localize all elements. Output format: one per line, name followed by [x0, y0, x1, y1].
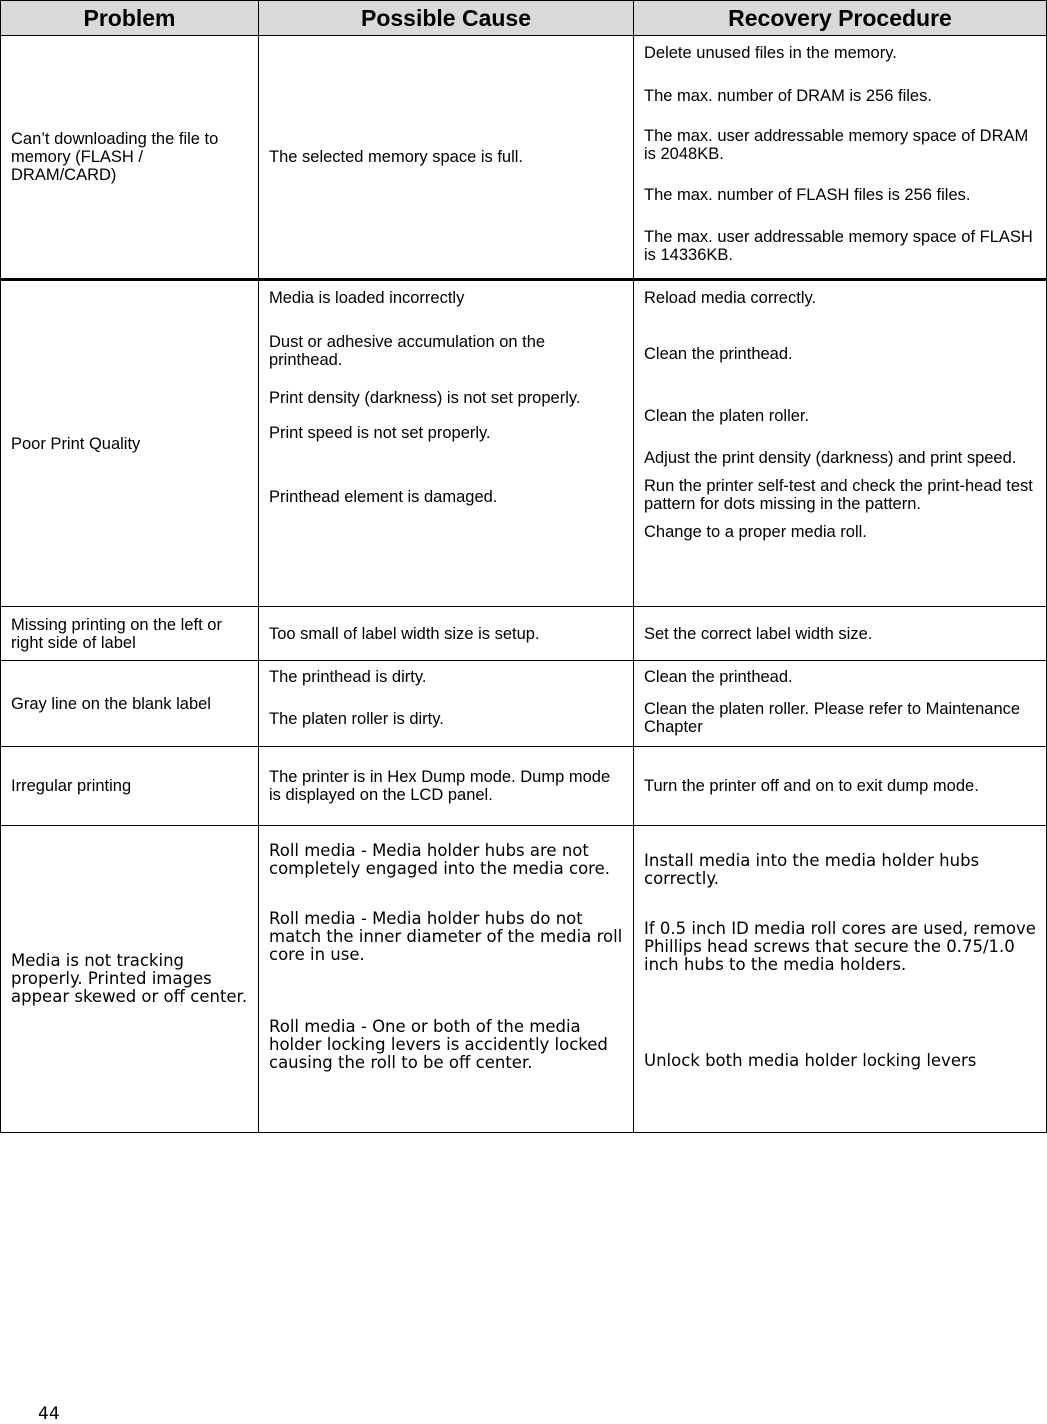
recovery-item: Clean the platen roller. Please refer to Maintenance Chapter [644, 700, 1021, 736]
table-row [1, 661, 1047, 747]
cause-item: Media is loaded incorrectly [269, 289, 465, 307]
recovery-item: If 0.5 inch ID media roll cores are used, remove Phillips head screws that secure the 0.75/1.0 inch hubs to the media holders. [644, 919, 1036, 974]
recovery-item: The max. user addressable memory space of FLASH is 14336KB. [644, 228, 1033, 264]
header-recovery-procedure: Recovery Procedure [634, 1, 1047, 36]
cause-item: Roll media - One or both of the media holder locking levers is accidently locked causing the roll to be off center. [269, 1017, 608, 1072]
recovery-cell [634, 36, 1047, 280]
problem-cell: Missing printing on the left or right side of label [1, 607, 259, 661]
cause-item: Dust or adhesive accumulation on the printhead. [269, 333, 546, 369]
cause-cell: The selected memory space is full. [259, 36, 634, 280]
recovery-item: Adjust the print density (darkness) and print speed. [644, 449, 1017, 467]
table-row [1, 280, 1047, 607]
recovery-item: The max. number of FLASH files is 256 files. [644, 186, 971, 204]
cause-item: Roll media - Media holder hubs do not match the inner diameter of the media roll core in use. [269, 909, 623, 964]
cause-item: The printhead is dirty. [269, 668, 427, 686]
recovery-item: Clean the printhead. [644, 345, 793, 363]
table-row [1, 747, 1047, 826]
cause-cell [259, 826, 634, 1133]
table-row [1, 607, 1047, 661]
cause-cell [259, 661, 634, 747]
problem-cell: Media is not tracking properly. Printed images appear skewed or off center. [1, 826, 259, 1133]
cause-item: Print density (darkness) is not set properly. [269, 389, 581, 407]
recovery-cell: Turn the printer off and on to exit dump mode. [634, 747, 1047, 826]
cause-item: Roll media - Media holder hubs are not completely engaged into the media core. [269, 841, 610, 878]
cause-cell: The printer is in Hex Dump mode. Dump mode is displayed on the LCD panel. [259, 747, 634, 826]
recovery-item: Clean the platen roller. [644, 407, 810, 425]
recovery-cell [634, 826, 1047, 1133]
recovery-cell: Set the correct label width size. [634, 607, 1047, 661]
problem-cell: Can’t downloading the file to memory (FLASH / DRAM/CARD) [1, 36, 259, 280]
recovery-item: Unlock both media holder locking levers [644, 1051, 977, 1070]
recovery-item: Reload media correctly. [644, 289, 817, 307]
cause-cell [259, 280, 634, 607]
header-problem: Problem [1, 1, 259, 36]
recovery-cell [634, 280, 1047, 607]
cause-item: The platen roller is dirty. [269, 710, 444, 728]
header-possible-cause: Possible Cause [259, 1, 634, 36]
header-row [1, 1, 1047, 36]
recovery-item: Clean the printhead. [644, 668, 793, 686]
table-row [1, 826, 1047, 1133]
recovery-item: Run the printer self-test and check the print-head test pattern for dots missing in the pattern. [644, 477, 1033, 513]
recovery-item: Install media into the media holder hubs correctly. [644, 851, 980, 888]
page-number: 44 [38, 1404, 60, 1424]
cause-cell: Too small of label width size is setup. [259, 607, 634, 661]
recovery-item: The max. user addressable memory space of DRAM is 2048KB. [644, 127, 1029, 163]
problem-cell: Poor Print Quality [1, 280, 259, 607]
cause-item: Print speed is not set properly. [269, 424, 491, 442]
recovery-item: The max. number of DRAM is 256 files. [644, 87, 932, 105]
problem-cell: Irregular printing [1, 747, 259, 826]
recovery-cell [634, 661, 1047, 747]
problem-cell: Gray line on the blank label [1, 661, 259, 747]
cause-item: Printhead element is damaged. [269, 488, 498, 506]
recovery-item: Change to a proper media roll. [644, 523, 867, 541]
recovery-item: Delete unused files in the memory. [644, 44, 897, 62]
table-row [1, 36, 1047, 280]
